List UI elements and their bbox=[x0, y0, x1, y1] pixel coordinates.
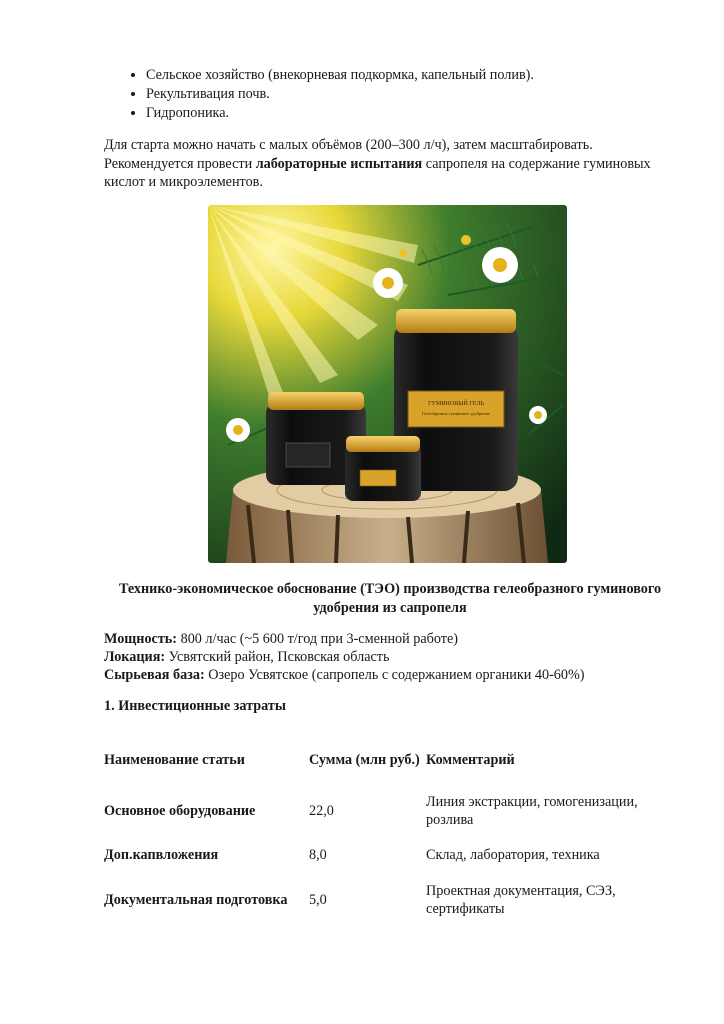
fact-raw-material bbox=[104, 666, 684, 684]
table-row bbox=[104, 870, 676, 930]
fact-location bbox=[104, 648, 684, 666]
fact-label: Локация: bbox=[104, 649, 166, 665]
table-cell: Документальная подготовка bbox=[104, 892, 288, 908]
document-title: Технико-экономическое обоснование (ТЭО) производства гелеобразного гуминового удобрения из сапропеля bbox=[118, 581, 662, 616]
project-facts bbox=[104, 630, 684, 684]
column-header: Наименование статьи bbox=[104, 752, 245, 768]
product-illustration bbox=[208, 205, 567, 563]
column-header: Комментарий bbox=[426, 752, 515, 768]
jar-label-large-sub: Гелеобразное гуминовое удобрение bbox=[421, 411, 491, 416]
jar-label-large: ГУМИНОВЫЙ ГЕЛЬ bbox=[428, 401, 484, 407]
list-item: • Сельское хозяйство (внекорневая подкормка, капельный полив). bbox=[146, 66, 706, 85]
table-row bbox=[104, 840, 676, 870]
column-header: Сумма (млн руб.) bbox=[309, 752, 420, 768]
list-item: • Рекультивация почв. bbox=[146, 85, 706, 104]
fact-value: Усвятский район, Псковская область bbox=[165, 649, 390, 665]
table-row bbox=[104, 782, 676, 840]
fact-label: Сырьевая база: bbox=[104, 667, 205, 683]
fact-label: Мощность: bbox=[104, 631, 178, 647]
table-cell: 22,0 bbox=[309, 803, 334, 819]
table-cell: Склад, лаборатория, техника bbox=[426, 847, 600, 863]
table-cell: Основное оборудование bbox=[104, 803, 256, 819]
section-heading: 1. Инвестиционные затраты bbox=[104, 698, 286, 714]
table-cell: Проектная документация, СЭЗ, сертификаты bbox=[426, 883, 616, 917]
table-cell: Доп.капвложения bbox=[104, 847, 219, 863]
intro-sentence-2-post: сапропеля на содержание гуминовых кислот и микроэлементов. bbox=[104, 155, 651, 190]
intro-sentence-2-pre: Рекомендуется провести bbox=[104, 155, 256, 172]
intro-sentence-1: Для старта можно начать с малых объёмов (200–300 л/ч), затем масштабировать. bbox=[104, 137, 593, 153]
table-cell: 5,0 bbox=[309, 892, 327, 908]
table-header-row bbox=[104, 738, 676, 782]
fact-value: 800 л/час (~5 600 т/год при 3-сменной работе) bbox=[177, 631, 459, 647]
application-list bbox=[104, 66, 706, 123]
small-jar bbox=[345, 436, 421, 501]
fact-value: Озеро Усвятское (сапропель с содержанием органики 40-60%) bbox=[204, 667, 585, 683]
intro-paragraph bbox=[104, 136, 684, 192]
table-cell: Линия экстракции, гомогенизации, розлива bbox=[426, 794, 638, 828]
fact-capacity bbox=[104, 630, 684, 648]
list-item: • Гидропоника. bbox=[146, 104, 706, 123]
intro-bold-phrase: лабораторные испытания bbox=[255, 155, 423, 172]
table-cell: 8,0 bbox=[309, 847, 327, 863]
investment-table bbox=[104, 738, 676, 930]
